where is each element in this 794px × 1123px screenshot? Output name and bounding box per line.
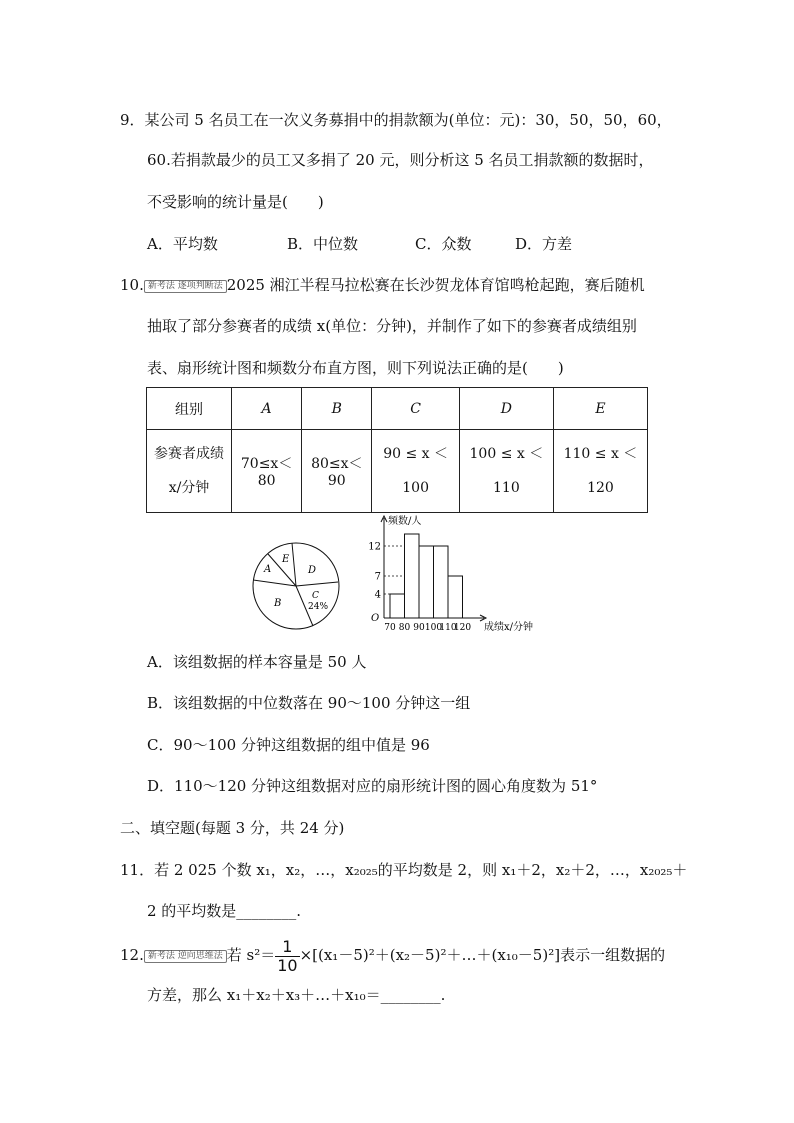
histogram-bar-80-90 <box>405 534 420 618</box>
histogram-bar-110-120 <box>448 576 463 618</box>
table-cell-b: 80≤x＜90 <box>302 430 372 513</box>
q11-line2: 2 的平均数是________. <box>147 902 302 920</box>
histogram-x-tick-80: 80 <box>398 623 411 633</box>
q12-fraction-numerator: 1 <box>275 938 299 957</box>
table-header-a: A <box>232 388 302 430</box>
table-cell-c: 90 ≤ x ＜ 100 <box>372 430 459 513</box>
histogram-y-label: 频数/人 <box>388 516 422 527</box>
pie-label-c: C <box>312 591 319 601</box>
table-header-e: E <box>553 388 647 430</box>
histogram-x-label: 成绩x/分钟 <box>484 622 534 633</box>
pie-annotation-c-percent: 24% <box>308 602 329 612</box>
q10-line2: 抽取了部分参赛者的成绩 x(单位：分钟)，并制作了如下的参赛者成绩组别 <box>147 317 637 335</box>
pie-label-e: E <box>282 554 290 565</box>
q12-number: 12. <box>120 946 144 964</box>
q9-option-a: A．平均数 <box>147 235 218 253</box>
q11-line1: 11．若 2 025 个数 x₁，x₂，…，x₂₀₂₅的平均数是 2，则 x₁＋2，x₂＋2，…，x₂₀₂₅＋ <box>120 861 688 879</box>
histogram-y-tick-4: 4 <box>374 589 381 601</box>
histogram-bar-100-110 <box>434 546 449 618</box>
q9-option-b: B．中位数 <box>287 235 359 253</box>
histogram-bar-70-80 <box>390 594 405 618</box>
histogram-x-tick-100: 100 <box>424 623 443 633</box>
pie-label-a: A <box>264 564 272 575</box>
pie-label-b: B <box>274 598 282 609</box>
q10-line3: 表、扇形统计图和频数分布直方图，则下列说法正确的是( ) <box>147 359 564 377</box>
q10-option-d: D．110～120 分钟这组数据对应的扇形统计图的圆心角度数为 51° <box>147 777 598 795</box>
q10-option-c: C．90～100 分钟这组数据的组中值是 96 <box>147 736 430 754</box>
pie-chart <box>250 540 342 632</box>
q12-line1 <box>120 935 665 975</box>
group-table <box>146 387 648 513</box>
section2-title: 二、填空题(每题 3 分，共 24 分) <box>120 819 345 837</box>
histogram-y-tick-7: 7 <box>374 571 381 583</box>
table-cell-a: 70≤x＜80 <box>232 430 302 513</box>
histogram-x-tick-70: 70 <box>384 623 396 633</box>
q10-line1-text: 2025 湘江半程马拉松赛在长沙贺龙体育馆鸣枪起跑，赛后随机 <box>226 276 645 294</box>
group-table-header-row <box>147 388 648 430</box>
q10-number: 10. <box>120 276 144 294</box>
table-header-d: D <box>459 388 553 430</box>
q12-suffix: ×[(x₁－5)²＋(x₂－5)²＋…＋(x₁₀－5)²]表示一组数据的 <box>299 946 666 964</box>
q12-fraction <box>275 938 299 975</box>
q10-line1 <box>120 275 645 295</box>
histogram-x-tick-120: 120 <box>453 623 472 633</box>
q12-method-badge: 新考法 逆向思维法 <box>144 950 227 963</box>
table-cell-d: 100 ≤ x ＜ 110 <box>459 430 553 513</box>
histogram-origin-label: O <box>371 613 380 624</box>
q12-prefix: 若 s²＝ <box>226 946 276 964</box>
table-cell-e: 110 ≤ x ＜ 120 <box>553 430 647 513</box>
table-header-group: 组别 <box>147 388 232 430</box>
table-row-label: 参赛者成绩 x/分钟 <box>147 430 232 513</box>
q12-fraction-denominator: 10 <box>277 955 298 975</box>
histogram-y-tick-12: 12 <box>368 541 381 553</box>
histogram-x-tick-110: 110 <box>439 623 457 633</box>
pie-label-d: D <box>308 565 317 576</box>
q9-line3: 不受影响的统计量是( ) <box>147 193 324 211</box>
table-header-b: B <box>302 388 372 430</box>
histogram-x-tick-90: 90 <box>413 623 425 633</box>
q9-line2: 60.若捐款最少的员工又多捐了 20 元，则分析这 5 名员工捐款额的数据时， <box>147 151 654 169</box>
q9-line1: 9．某公司 5 名员工在一次义务募捐中的捐款额为(单位：元)：30，50，50，60， <box>120 111 672 129</box>
table-header-c: C <box>372 388 459 430</box>
q10-method-badge: 新考法 逐项判断法 <box>144 280 227 293</box>
q12-line2: 方差，那么 x₁＋x₂＋x₃＋…＋x₁₀＝________. <box>147 986 446 1004</box>
q10-option-b: B．该组数据的中位数落在 90～100 分钟这一组 <box>147 694 471 712</box>
q9-option-d: D．方差 <box>515 235 573 253</box>
histogram-bar-90-100 <box>419 546 434 618</box>
histogram-chart <box>362 512 552 636</box>
q9-option-c: C．众数 <box>415 235 472 253</box>
group-table-data-row <box>147 430 648 513</box>
q9-options <box>147 234 572 254</box>
q10-option-a: A．该组数据的样本容量是 50 人 <box>147 653 367 671</box>
